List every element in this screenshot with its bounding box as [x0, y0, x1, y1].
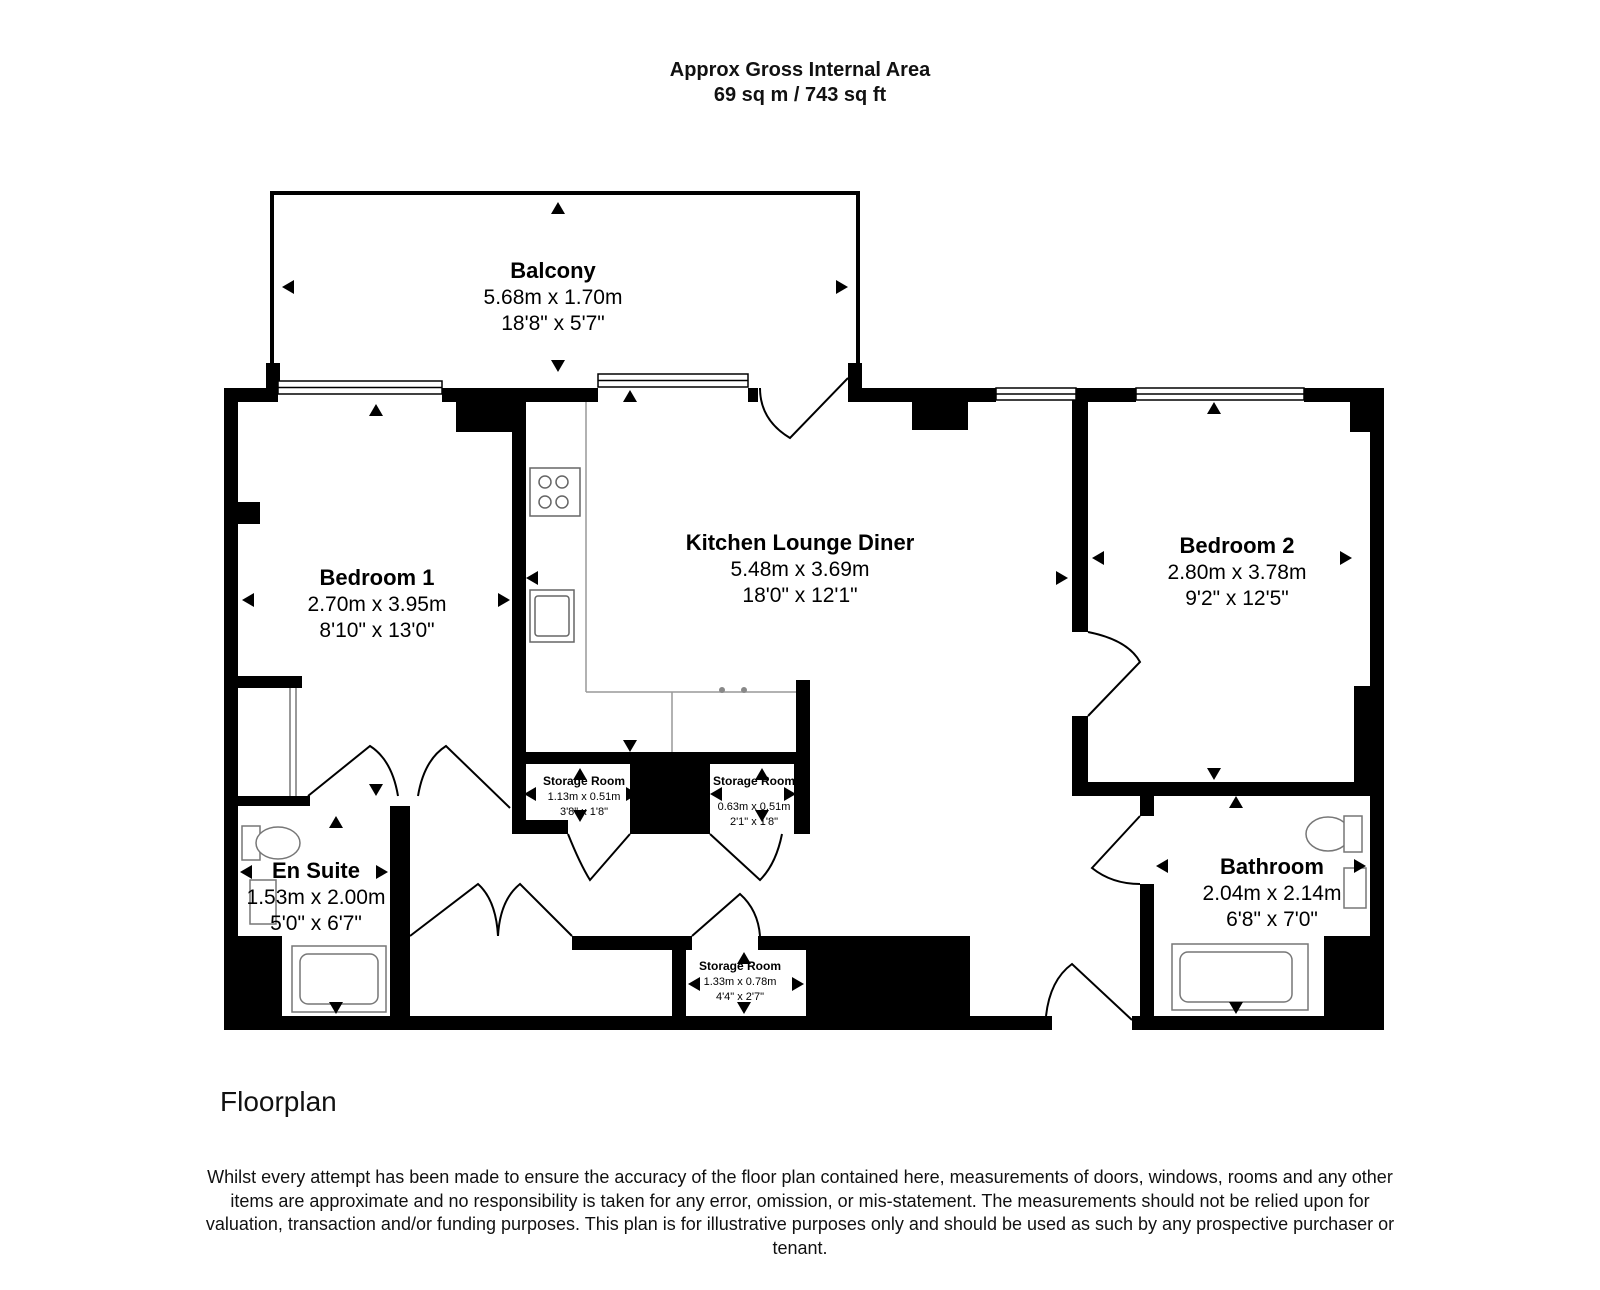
interior-walls — [238, 400, 1370, 1016]
room-imperial: 8'10" x 13'0" — [319, 619, 435, 642]
room-metric: 5.48m x 3.69m — [730, 558, 870, 581]
room-name: En Suite — [271, 858, 361, 883]
room-kitchen-lounge-diner — [686, 530, 915, 607]
room-imperial: 6'8" x 7'0" — [1226, 908, 1318, 931]
room-name: Storage Room — [542, 774, 626, 788]
room-name: Balcony — [510, 258, 596, 283]
gross-area-value: 69 sq m / 743 sq ft — [713, 84, 887, 106]
room-storage-1 — [543, 774, 625, 818]
room-balcony — [484, 258, 623, 335]
room-metric: 5.68m x 1.70m — [483, 286, 623, 309]
room-bedroom-1 — [308, 565, 447, 642]
hob-icon — [530, 468, 580, 516]
room-name: Bedroom 2 — [1179, 533, 1295, 558]
room-metric: 2.04m x 2.14m — [1202, 882, 1342, 905]
room-imperial: 18'0" x 12'1" — [742, 584, 858, 607]
room-name: Storage Room — [712, 774, 796, 788]
room-metric: 1.53m x 2.00m — [246, 886, 386, 909]
room-imperial: 18'8" x 5'7" — [501, 312, 605, 335]
disclaimer-text: Whilst every attempt has been made to ensure the accuracy of the floor plan contained here, measurements of doors, windows, rooms and any other items are approximate and no responsibility is taken for any error, omission, or mis-statement. The measurements should not be relied upon for valuation, transaction and/or funding purposes. This plan is for illustrative purposes only and should be used as such by any prospective purchaser or tenant. — [205, 1167, 1395, 1258]
room-name: Kitchen Lounge Diner — [685, 530, 915, 555]
balcony-post-right — [848, 363, 862, 389]
room-storage-3 — [699, 959, 781, 1003]
room-metric: 2.80m x 3.78m — [1167, 561, 1307, 584]
room-imperial: 4'4" x 2'7" — [715, 991, 765, 1003]
floorplan-label: Floorplan — [220, 1086, 337, 1117]
gross-area-title: Approx Gross Internal Area — [669, 59, 931, 81]
room-metric: 2.70m x 3.95m — [307, 593, 447, 616]
windows — [278, 374, 1304, 400]
room-imperial: 2'1" x 1'8" — [729, 816, 779, 828]
room-bedroom-2 — [1168, 533, 1307, 610]
room-imperial: 3'8" x 1'8" — [559, 806, 609, 818]
room-metric: 0.63m x 0.51m — [717, 801, 791, 813]
room-metric: 1.13m x 0.51m — [547, 791, 621, 803]
room-name: Storage Room — [698, 959, 782, 973]
room-imperial: 9'2" x 12'5" — [1185, 587, 1289, 610]
room-bathroom — [1203, 854, 1342, 931]
room-metric: 1.33m x 0.78m — [703, 976, 777, 988]
wardrobe — [290, 688, 296, 796]
balcony-outline — [272, 193, 858, 377]
room-name: Bedroom 1 — [319, 565, 435, 590]
door-swings — [308, 378, 1140, 1020]
sink-icon — [530, 590, 574, 642]
room-imperial: 5'0" x 6'7" — [270, 912, 362, 935]
room-storage-2 — [713, 774, 795, 828]
room-name: Bathroom — [1220, 854, 1324, 879]
